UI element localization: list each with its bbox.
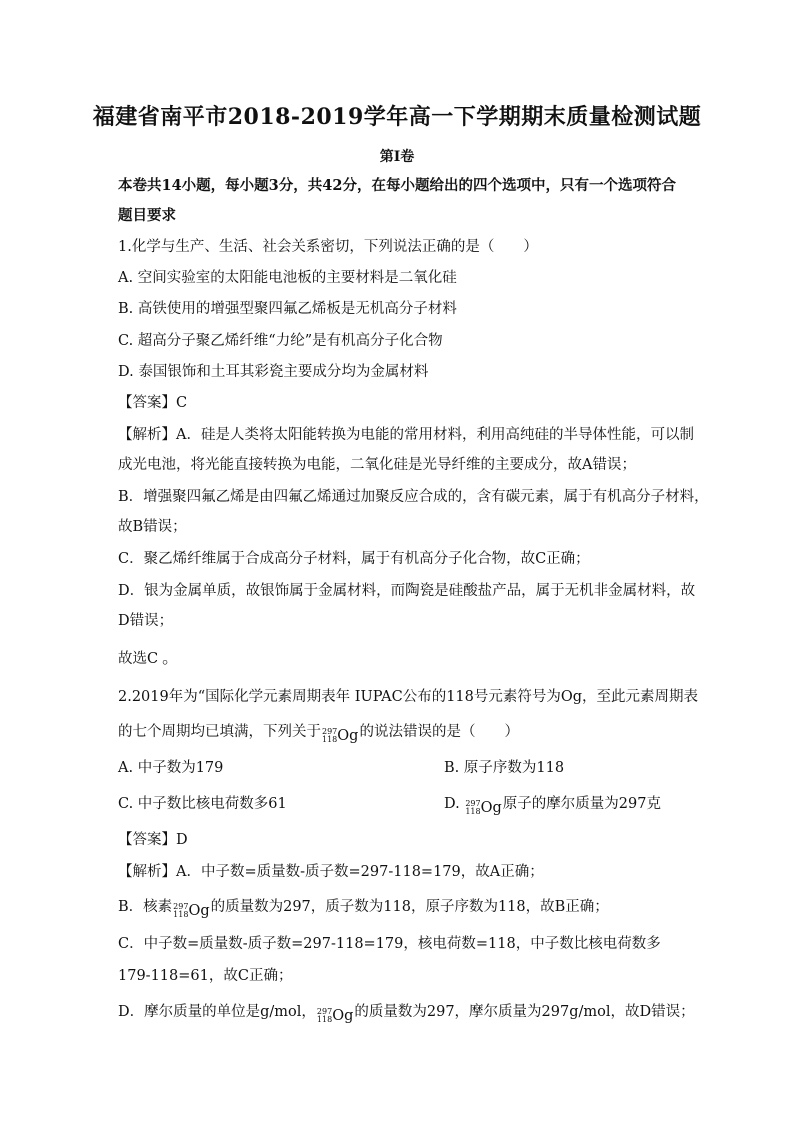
q2-analysis-c-cont: 179-118=61，故C正确； xyxy=(118,968,293,984)
mass-number: 297 xyxy=(173,902,189,911)
atomic-number: 118 xyxy=(465,807,481,816)
nuclide-og xyxy=(317,1006,353,1026)
q2-stem-pre: 的七个周期均已填满，下列关于 xyxy=(118,724,321,740)
q1-option-a: A. 空间实验室的太阳能电池板的主要材料是二氧化硅 xyxy=(118,270,457,286)
element-symbol: Og xyxy=(480,800,502,816)
q2-analysis-c: C．中子数=质量数-质子数=297-118=179，核电荷数=118，中子数比核电荷数多 xyxy=(118,936,661,952)
element-symbol: Og xyxy=(332,1008,354,1024)
element-symbol: Og xyxy=(188,903,210,919)
part-heading: 第I卷 xyxy=(379,149,415,165)
mass-number: 297 xyxy=(465,799,481,808)
document-title: 福建省南平市2018-2019学年高一下学期期末质量检测试题 xyxy=(92,104,702,130)
q2-analysis-b-post: 的质量数为297，质子数为118，原子序数为118，故B正确； xyxy=(210,899,609,915)
q1-conclusion xyxy=(118,648,678,669)
q2-analysis-b-pre: B．核素 xyxy=(118,899,173,915)
q2-option-a: A. 中子数为179 xyxy=(118,760,224,776)
q2-analysis-d-post: 的质量数为297，摩尔质量为297g/mol，故D错误； xyxy=(354,1004,695,1020)
q1-analysis-line: 故B错误； xyxy=(118,519,187,535)
q1-option-c: C. 超高分子聚乙烯纤维“力纶”是有机高分子化合物 xyxy=(118,333,443,349)
q2-analysis-d-pre: D．摩尔质量的单位是g/mol， xyxy=(118,1004,316,1020)
conclusion-text: 故选C xyxy=(118,651,159,667)
q2-option-d-post: 原子的摩尔质量为297克 xyxy=(502,796,661,812)
q1-analysis-line: 【解析】A．硅是人类将太阳能转换为电能的常用材料，利用高纯硅的半导体性能，可以制 xyxy=(118,427,694,443)
q1-analysis-line: D错误； xyxy=(118,613,174,629)
q1-option-b: B. 高铁使用的增强型聚四氟乙烯板是无机高分子材料 xyxy=(118,301,457,317)
mass-number: 297 xyxy=(322,727,338,736)
instructions-line-2: 题目要求 xyxy=(118,207,176,224)
atomic-number: 118 xyxy=(173,910,189,919)
q2-analysis-d xyxy=(118,1002,695,1026)
q2-option-c: C. 中子数比核电荷数多61 xyxy=(118,796,287,812)
q2-stem-post: 的说法错误的是（ ） xyxy=(359,724,519,740)
q2-analysis-a: 【解析】A．中子数=质量数-质子数=297-118=179，故A正确； xyxy=(118,864,544,880)
nuclide-og xyxy=(322,726,358,746)
nuclide-og xyxy=(173,901,209,921)
q1-analysis-line: D．银为金属单质，故银饰属于金属材料，而陶瓷是硅酸盐产品，属于无机非金属材料，故 xyxy=(118,583,696,599)
conclusion-mark: 。 xyxy=(162,648,179,667)
q2-option-d-pre: D. xyxy=(444,796,465,812)
q2-stem-line-2 xyxy=(118,722,678,746)
q1-analysis-line: C．聚乙烯纤维属于合成高分子材料，属于有机高分子化合物，故C正确； xyxy=(118,551,590,567)
q1-option-d: D. 泰国银饰和土耳其彩瓷主要成分均为金属材料 xyxy=(118,364,429,380)
element-symbol: Og xyxy=(337,728,359,744)
instructions-line-1: 本卷共14小题，每小题3分，共42分，在每小题给出的四个选项中，只有一个选项符合 xyxy=(118,177,676,194)
q2-option-b: B. 原子序数为118 xyxy=(444,760,565,776)
q1-analysis-line: 成光电池，将光能直接转换为电能，二氧化硅是光导纤维的主要成分，故A错误； xyxy=(118,457,636,473)
q2-analysis-b xyxy=(118,897,678,921)
q1-answer: 【答案】C xyxy=(118,395,188,411)
atomic-number: 118 xyxy=(316,1015,333,1024)
q2-answer: 【答案】D xyxy=(118,832,188,848)
nuclide-og xyxy=(465,798,501,818)
atomic-number: 118 xyxy=(322,735,338,744)
mass-number: 297 xyxy=(316,1007,333,1016)
q1-stem: 1.化学与生产、生活、社会关系密切，下列说法正确的是（ ） xyxy=(118,239,538,255)
q2-stem-line-1: 2.2019年为“国际化学元素周期表年 IUPAC公布的118号元素符号为Og，至此元素周期表 xyxy=(118,689,699,705)
q1-analysis-line: B．增强聚四氟乙烯是由四氟乙烯通过加聚反应合成的，含有碳元素，属于有机高分子材料， xyxy=(118,489,709,505)
q2-option-d xyxy=(444,794,661,818)
